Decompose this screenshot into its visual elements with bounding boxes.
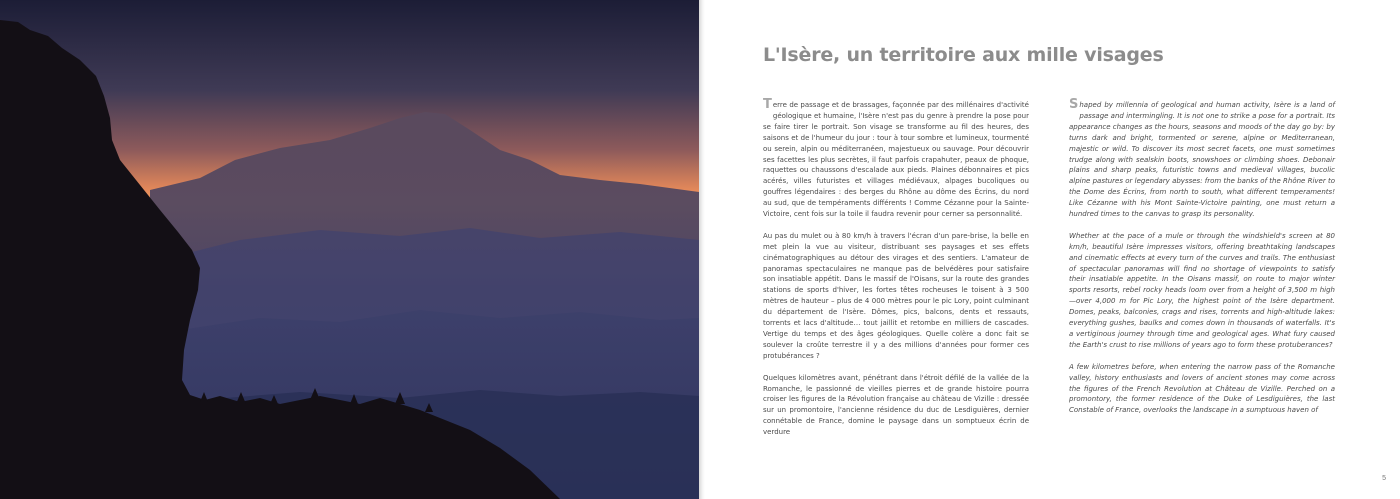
english-paragraph-1: Shaped by millennia of geological and human activity, Isère is a land of passage and intermingling. It is not one to strike a pose for a portrait. Its appearance changes as the hours, seasons and moods of the day go by: by turns dark and bright, tormented or serene, alpine or Mediterranean, majestic or wild. To discover its most secret facets, one must sometimes trudge along with sealskin boots, snowshoes or climbing shoes. Debonair plains and sharp peaks, futuristic towns and medieval villages, bucolic alpine pastures or legendary abysses: from the banks of the Rhône River to the Dome des Écrins, from north to south, what different temperaments! Like Cézanne with his Mont Sainte-Victoire painting, one must return a hundred times to the canvas to grasp its personality.: [1069, 97, 1335, 219]
text-page: [705, 0, 1400, 499]
english-column: [1069, 97, 1335, 427]
page-title: L'Isère, un territoire aux mille visages: [763, 44, 1164, 66]
drop-cap: S: [1069, 97, 1079, 112]
mountain-silhouette-photo: [0, 0, 699, 499]
english-paragraph-2: Whether at the pace of a mule or through the windshield's screen at 80 km/h, beautiful Isère impresses visitors, offering breathtaking landscapes and cinematic effects at every turn of the curves and trails. The enthusiast of spectacular panoramas will find no shortage of viewpoints to satisfy their insatiable appetite. In the Oisans massif, on route to major winter sports resorts, rebel rocky heads loom over from a height of 3,500 m high —over 4,000 m for Pic Lory, the highest point of the Isère department. Domes, peaks, balconies, crags and rises, torrents and high-altitude lakes: everything gushes, baulks and comes down in thousands of waterfalls. It's a vertiginous journey through time and geological ages. What fury caused the Earth's crust to rise millions of years ago to form these protuberances?: [1069, 231, 1335, 349]
photo-page: [0, 0, 699, 499]
french-paragraph-2: Au pas du mulet ou à 80 km/h à travers l'écran d'un pare-brise, la belle en met plein la vue au visiteur, distribuant ses paysages et ses effets cinématographiques au détour des virages et des sentiers. L'amateur de panoramas spectaculaires ne manque pas de belvédères pour satisfaire son insatiable appétit. Dans le massif de l'Oisans, sur la route des grandes stations de sports d'hiver, les fortes têtes rocheuses le toisent à 3 500 mètres de hauteur – plus de 4 000 mètres pour le pic Lory, point culminant du département de l'Isère. Dômes, pics, balcons, dents et ressauts, torrents et lacs d'altitude… tout jaillit et retombe en milliers de cascades. Vertige du temps et des âges géologiques. Quelle colère a donc fait se soulever la croûte terrestre il y a des millions d'années pour former ces protubérances ?: [763, 231, 1029, 360]
drop-cap: T: [763, 97, 772, 112]
french-paragraph-1: Terre de passage et de brassages, façonnée par des millénaires d'activité géologique et humaine, l'Isère n'est pas du genre à prendre la pose pour se faire tirer le portrait. Son visage se transforme au fil des heures, des saisons et de l'humeur du jour : tour à tour sombre et lumineux, tourmenté ou serein, alpin ou méditerranéen, majestueux ou sauvage. Pour découvrir ses facettes les plus secrètes, il faut parfois crapahuter, peaux de phoque, raquettes ou chaussons d'escalade aux pieds. Plaines débonnaires et pics acérés, villes futuristes et villages médiévaux, alpages bucoliques ou gouffres légendaires : des berges du Rhône au dôme des Écrins, du nord au sud, que de tempéraments différents ! Comme Cézanne pour la Sainte-Victoire, cent fois sur la toile il faudra revenir pour cerner sa personnalité.: [763, 97, 1029, 219]
french-paragraph-3: Quelques kilomètres avant, pénétrant dans l'étroit défilé de la vallée de la Romanche, le passionné de vieilles pierres et de grande histoire pourra croiser les figures de la Révolution française au château de Vizille : dressée sur un promontoire, l'ancienne résidence du duc de Lesdiguières, dernier connétable de France, domine le paysage dans un somptueux écrin de verdure: [763, 373, 1029, 437]
english-paragraph-3: A few kilometres before, when entering the narrow pass of the Romanche valley, history enthusiasts and lovers of ancient stones may come across the figures of the French Revolution at Château de Vizille. Perched on a promontory, the former residence of the Duke of Lesdiguières, the last Constable of France, overlooks the landscape in a sumptuous haven of: [1069, 362, 1335, 415]
french-column: [763, 97, 1029, 449]
page-number: 5: [1382, 475, 1386, 482]
